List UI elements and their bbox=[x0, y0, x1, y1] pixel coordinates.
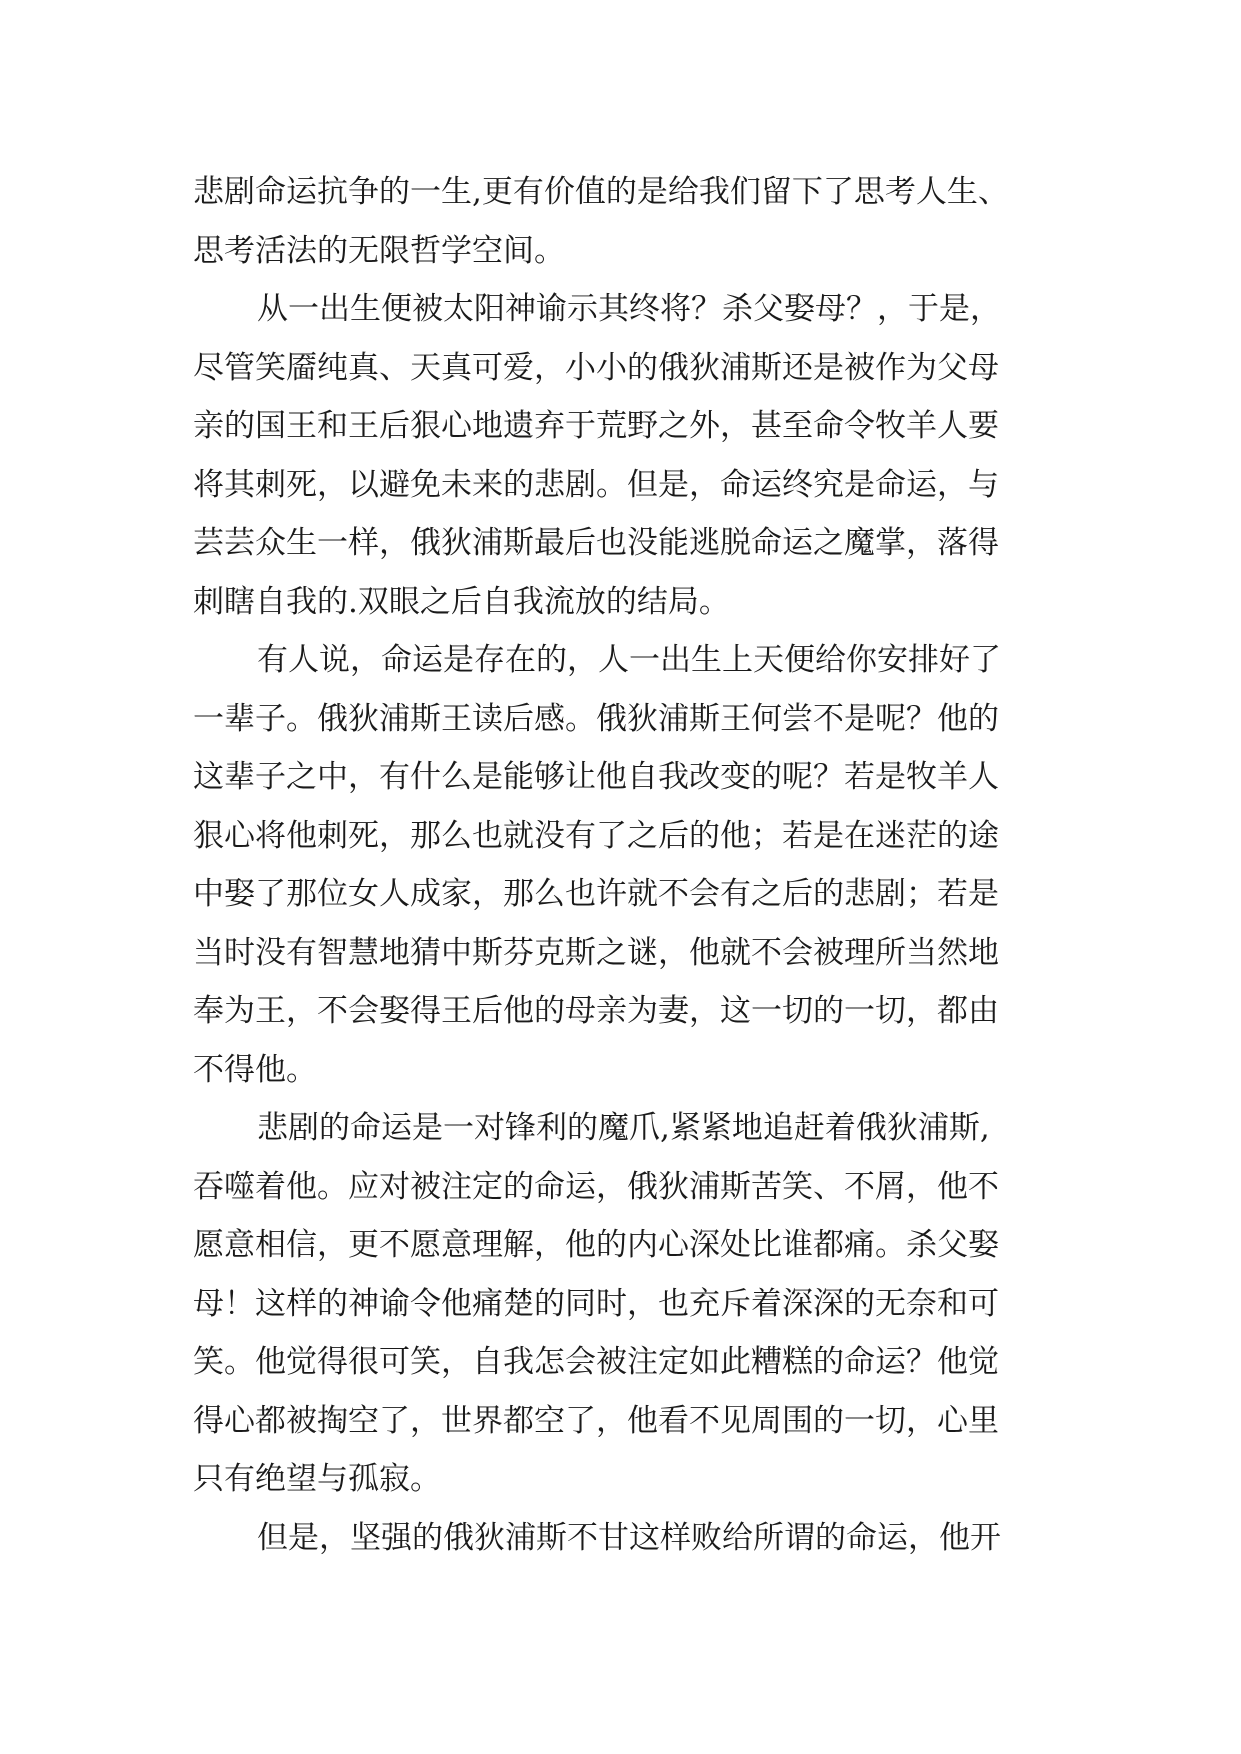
body-text bbox=[193, 163, 1093, 1567]
text-line: 刺瞎自我的.双眼之后自我流放的结局。 bbox=[193, 583, 730, 620]
paragraph bbox=[193, 163, 1093, 280]
text-line: 一辈子。俄狄浦斯王读后感。俄狄浦斯王何尝不是呢？他的 bbox=[193, 700, 999, 737]
text-line: 有人说，命运是存在的，人一出生上天便给你安排好了 bbox=[257, 642, 1001, 678]
text-line: 将其刺死，以避免未来的悲剧。但是，命运终究是命运，与 bbox=[193, 466, 999, 503]
paragraph bbox=[193, 280, 1093, 631]
text-line: 笑。他觉得很可笑，自我怎会被注定如此糟糕的命运？他觉 bbox=[193, 1344, 999, 1380]
text-line: 狠心将他刺死，那么也就没有了之后的他；若是在迷茫的途 bbox=[193, 817, 999, 854]
text-line: 只有绝望与孤寂。 bbox=[193, 1461, 441, 1497]
paragraph bbox=[193, 1099, 1093, 1509]
text-line: 尽管笑靥纯真、天真可爱，小小的俄狄浦斯还是被作为父母 bbox=[193, 349, 999, 386]
paragraph bbox=[193, 1509, 1093, 1568]
text-line: 悲剧命运抗争的一生,更有价值的是给我们留下了思考人生、 bbox=[193, 174, 1009, 210]
text-line: 中娶了那位女人成家，那么也许就不会有之后的悲剧；若是 bbox=[193, 876, 999, 912]
text-line: 亲的国王和王后狠心地遗弃于荒野之外，甚至命令牧羊人要 bbox=[193, 408, 999, 444]
text-line: 得心都被掏空了，世界都空了，他看不见周围的一切，心里 bbox=[193, 1402, 999, 1439]
text-line: 芸芸众生一样，俄狄浦斯最后也没能逃脱命运之魔掌，落得 bbox=[193, 525, 999, 561]
text-line: 愿意相信，更不愿意理解，他的内心深处比谁都痛。杀父娶 bbox=[193, 1227, 999, 1263]
text-line: 不得他。 bbox=[193, 1051, 317, 1088]
text-line: 当时没有智慧地猜中斯芬克斯之谜，他就不会被理所当然地 bbox=[193, 934, 999, 971]
paragraph bbox=[193, 631, 1093, 1099]
text-line: 母！这样的神谕令他痛楚的同时，也充斥着深深的无奈和可 bbox=[193, 1285, 999, 1322]
text-line: 奉为王，不会娶得王后他的母亲为妻，这一切的一切，都由 bbox=[193, 993, 999, 1029]
text-line: 悲剧的命运是一对锋利的魔爪,紧紧地追赶着俄狄浦斯, bbox=[257, 1110, 990, 1146]
text-line: 思考活法的无限哲学空间。 bbox=[193, 232, 565, 269]
text-line: 吞噬着他。应对被注定的命运，俄狄浦斯苦笑、不屑，他不 bbox=[193, 1168, 999, 1205]
text-line: 这辈子之中，有什么是能够让他自我改变的呢？若是牧羊人 bbox=[193, 759, 999, 795]
text-line: 从一出生便被太阳神谕示其终将？杀父娶母？，于是， bbox=[257, 291, 1001, 327]
text-line: 但是，坚强的俄狄浦斯不甘这样败给所谓的命运，他开 bbox=[257, 1519, 1001, 1556]
